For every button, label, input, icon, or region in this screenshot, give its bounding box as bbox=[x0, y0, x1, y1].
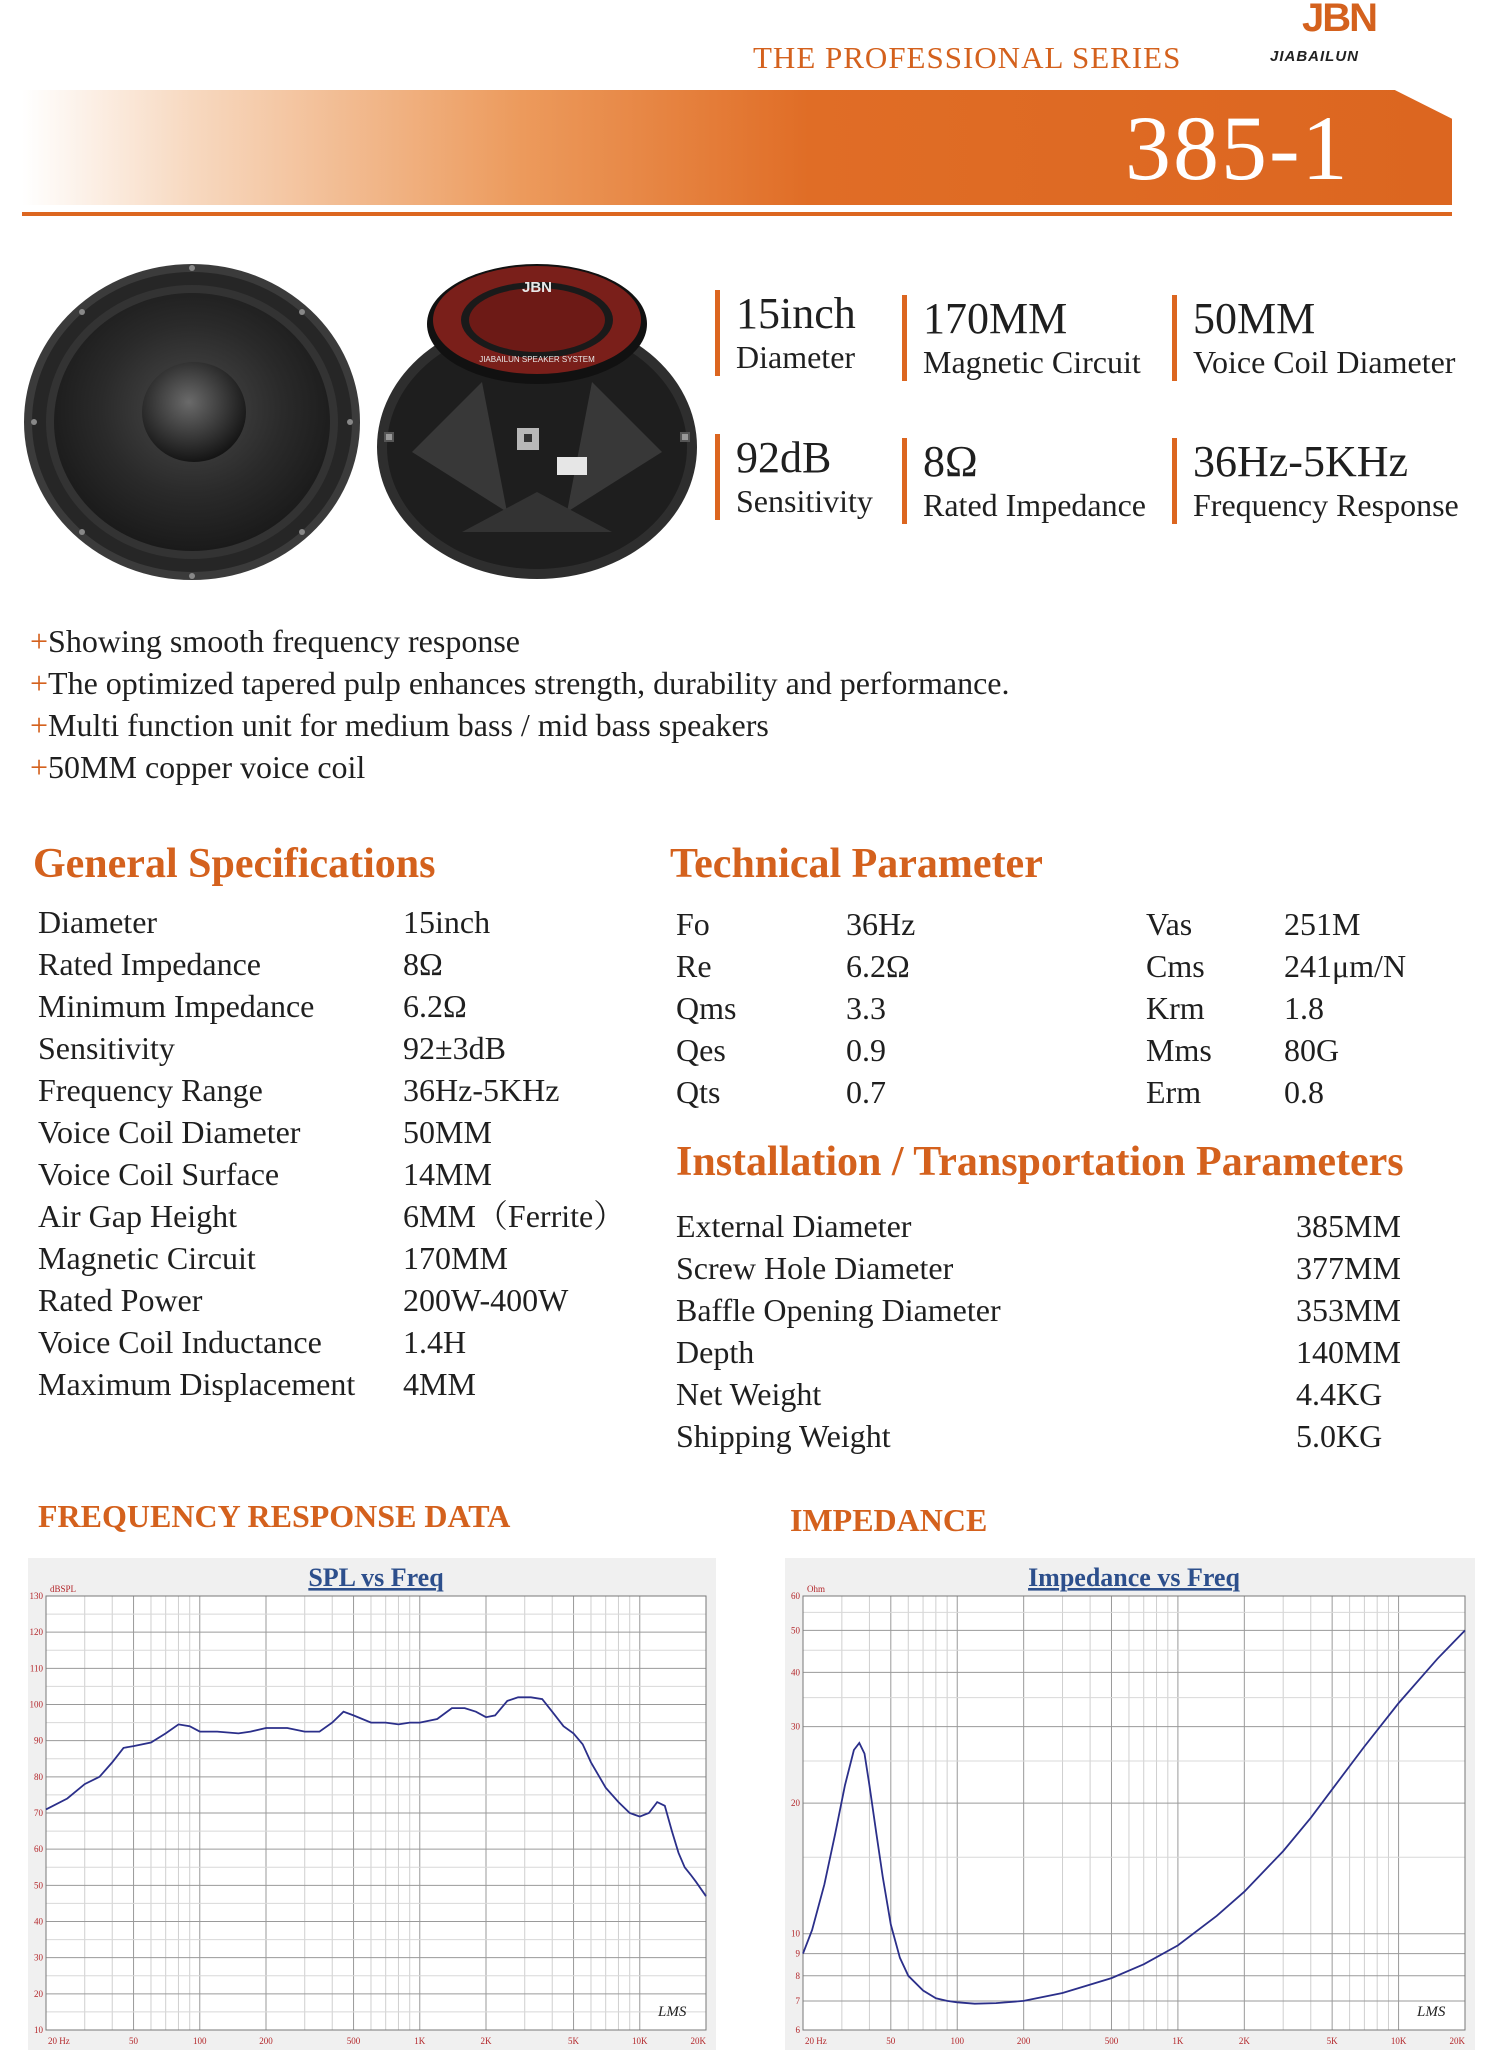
speaker-back-label: JIABAILUN SPEAKER SYSTEM bbox=[479, 355, 595, 364]
param-value: 1.8 bbox=[1284, 990, 1324, 1026]
installation-row bbox=[676, 1205, 1436, 1247]
install-key: Shipping Weight bbox=[676, 1418, 891, 1454]
technical-param-row bbox=[676, 1071, 1476, 1113]
spec-card-voice-coil bbox=[1172, 295, 1455, 381]
general-specs-table bbox=[38, 901, 658, 1405]
spec-card-frequency bbox=[1172, 438, 1459, 524]
x-tick-label: 100 bbox=[193, 2036, 207, 2046]
x-tick-label: 1K bbox=[414, 2036, 426, 2046]
param-key: Erm bbox=[1146, 1074, 1202, 1110]
y-tick-label: 80 bbox=[34, 1771, 43, 1782]
param-key: Mms bbox=[1146, 1032, 1212, 1068]
lms-watermark: LMS bbox=[1417, 2004, 1446, 2020]
install-key: External Diameter bbox=[676, 1208, 912, 1244]
spec-key: Voice Coil Surface bbox=[38, 1156, 280, 1192]
spec-value: 8Ω bbox=[403, 946, 443, 982]
spec-card-value: 8Ω bbox=[923, 437, 978, 486]
y-tick-label: 10 bbox=[34, 2025, 43, 2035]
x-tick-label: 100 bbox=[950, 2036, 964, 2046]
speaker-back-image bbox=[372, 262, 702, 582]
param-value: 0.7 bbox=[846, 1074, 886, 1110]
spec-value: 36Hz-5KHz bbox=[403, 1072, 560, 1108]
spec-key: Minimum Impedance bbox=[38, 988, 315, 1024]
brand-logo bbox=[1270, 0, 1430, 66]
y-tick-label: 50 bbox=[34, 1880, 43, 1891]
general-spec-row bbox=[38, 1279, 658, 1321]
feature-item: +Multi function unit for medium bass / mid bass speakers bbox=[30, 707, 769, 743]
param-key: Fo bbox=[676, 906, 710, 942]
feature-list bbox=[30, 620, 1009, 788]
spec-card-label: Voice Coil Diameter bbox=[1193, 344, 1456, 380]
spec-key: Rated Power bbox=[38, 1282, 203, 1318]
param-value: 80G bbox=[1284, 1032, 1340, 1068]
install-value: 4.4KG bbox=[1296, 1376, 1383, 1412]
technical-param-row bbox=[676, 987, 1476, 1029]
y-axis-label: dBSPL bbox=[50, 1584, 77, 1594]
installation-heading: Installation / Transportation Parameters bbox=[676, 1139, 1404, 1185]
installation-row bbox=[676, 1373, 1436, 1415]
x-tick-label: 20K bbox=[1449, 2036, 1465, 2046]
y-tick-label: 70 bbox=[34, 1808, 43, 1818]
general-spec-row bbox=[38, 1321, 658, 1363]
spec-value: 6MM（Ferrite） bbox=[403, 1198, 626, 1234]
install-value: 377MM bbox=[1296, 1250, 1401, 1286]
x-tick-label: 500 bbox=[346, 2036, 361, 2046]
spec-card-value: 36Hz-5KHz bbox=[1193, 437, 1409, 486]
spec-key: Voice Coil Inductance bbox=[38, 1324, 322, 1360]
lms-watermark: LMS bbox=[658, 2004, 687, 2020]
param-key: Krm bbox=[1146, 990, 1205, 1026]
series-title: THE PROFESSIONAL SERIES bbox=[753, 40, 1182, 75]
technical-param-row bbox=[676, 903, 1476, 945]
x-tick-label: 2K bbox=[480, 2036, 492, 2046]
install-key: Screw Hole Diameter bbox=[676, 1250, 954, 1286]
y-axis-label: Ohm bbox=[807, 1584, 825, 1594]
y-tick-label: 10 bbox=[791, 1928, 800, 1939]
y-tick-label: 30 bbox=[791, 1721, 800, 1732]
technical-param-row bbox=[676, 1029, 1476, 1071]
param-key: Re bbox=[676, 948, 712, 984]
impedance-vs-freq-chart bbox=[785, 1558, 1475, 2050]
x-tick-label: 20K bbox=[690, 2036, 706, 2046]
x-tick-label: 10K bbox=[1390, 2036, 1407, 2046]
spec-key: Frequency Range bbox=[38, 1072, 263, 1108]
x-tick-label: 200 bbox=[1016, 2036, 1031, 2046]
spec-value: 4MM bbox=[403, 1366, 476, 1402]
spec-value: 6.2Ω bbox=[403, 988, 467, 1024]
install-key: Baffle Opening Diameter bbox=[676, 1292, 1001, 1328]
install-value: 353MM bbox=[1296, 1292, 1401, 1328]
spec-card-value: 170MM bbox=[923, 294, 1068, 343]
spec-card-label: Sensitivity bbox=[736, 483, 873, 519]
y-tick-label: 8 bbox=[795, 1970, 800, 1981]
spl-vs-freq-chart bbox=[28, 1558, 716, 2050]
spec-key: Maximum Displacement bbox=[38, 1366, 356, 1402]
model-number: 385-1 bbox=[1125, 97, 1350, 199]
y-tick-label: 20 bbox=[34, 1988, 43, 1999]
spec-card-sensitivity bbox=[715, 434, 873, 520]
y-tick-label: 30 bbox=[34, 1952, 43, 1963]
param-key: Vas bbox=[1146, 906, 1193, 942]
param-value: 0.9 bbox=[846, 1032, 886, 1068]
feature-item: +The optimized tapered pulp enhances strength, durability and performance. bbox=[30, 665, 1010, 701]
technical-parameter-table bbox=[676, 903, 1476, 1113]
installation-row bbox=[676, 1247, 1436, 1289]
spec-key: Diameter bbox=[38, 904, 158, 940]
speaker-front-logo: JBN bbox=[521, 279, 553, 296]
x-tick-label: 50 bbox=[886, 2036, 896, 2046]
spec-key: Magnetic Circuit bbox=[38, 1240, 256, 1276]
x-tick-label: 50 bbox=[129, 2036, 139, 2046]
logo-mark: JBN bbox=[1302, 0, 1377, 40]
x-tick-label: 500 bbox=[1104, 2036, 1119, 2046]
installation-row bbox=[676, 1289, 1436, 1331]
spec-card-value: 50MM bbox=[1193, 294, 1316, 343]
general-spec-row bbox=[38, 1363, 658, 1405]
y-tick-label: 20 bbox=[791, 1798, 800, 1809]
banner-underline bbox=[22, 212, 1452, 216]
general-spec-row bbox=[38, 1111, 658, 1153]
spec-key: Voice Coil Diameter bbox=[38, 1114, 301, 1150]
general-spec-row bbox=[38, 1027, 658, 1069]
general-spec-row bbox=[38, 1195, 658, 1237]
frequency-response-heading: FREQUENCY RESPONSE DATA bbox=[38, 1498, 511, 1534]
y-tick-label: 9 bbox=[795, 1948, 800, 1959]
y-tick-label: 130 bbox=[29, 1591, 43, 1601]
spec-card-magnetic-circuit bbox=[902, 295, 1141, 381]
install-value: 385MM bbox=[1296, 1208, 1401, 1244]
install-key: Depth bbox=[676, 1334, 755, 1370]
spec-value: 1.4H bbox=[403, 1324, 467, 1360]
spec-card-label: Rated Impedance bbox=[923, 487, 1146, 523]
spec-key: Air Gap Height bbox=[38, 1198, 238, 1234]
x-tick-label: 5K bbox=[568, 2036, 580, 2046]
param-value: 241μm/N bbox=[1284, 948, 1407, 984]
y-tick-label: 50 bbox=[791, 1625, 800, 1636]
spec-value: 200W-400W bbox=[403, 1282, 569, 1318]
y-tick-label: 100 bbox=[29, 1699, 43, 1710]
spec-card-impedance bbox=[902, 438, 1146, 524]
chart-title: SPL vs Freq bbox=[308, 1563, 444, 1592]
chart-title: Impedance vs Freq bbox=[1028, 1563, 1240, 1592]
technical-param-row bbox=[676, 945, 1476, 987]
general-spec-row bbox=[38, 943, 658, 985]
y-tick-label: 7 bbox=[795, 1995, 800, 2006]
general-spec-row bbox=[38, 901, 658, 943]
x-tick-label: 20 Hz bbox=[48, 2036, 70, 2046]
spec-card-value: 15inch bbox=[736, 289, 856, 338]
x-tick-label: 1K bbox=[1172, 2036, 1184, 2046]
param-key: Cms bbox=[1146, 948, 1205, 984]
general-spec-row bbox=[38, 1069, 658, 1111]
speaker-front-image bbox=[22, 262, 362, 582]
param-value: 251M bbox=[1284, 906, 1361, 942]
param-key: Qms bbox=[676, 990, 737, 1026]
x-tick-label: 10K bbox=[632, 2036, 648, 2046]
y-tick-label: 6 bbox=[795, 2025, 800, 2035]
install-value: 5.0KG bbox=[1296, 1418, 1383, 1454]
spec-card-label: Magnetic Circuit bbox=[923, 344, 1141, 380]
param-key: Qes bbox=[676, 1032, 726, 1068]
installation-table bbox=[676, 1205, 1436, 1457]
x-tick-label: 200 bbox=[259, 2036, 273, 2046]
y-tick-label: 110 bbox=[29, 1663, 43, 1674]
feature-item: +50MM copper voice coil bbox=[30, 749, 366, 785]
installation-row bbox=[676, 1331, 1436, 1373]
param-value: 36Hz bbox=[846, 906, 916, 942]
x-tick-label: 5K bbox=[1326, 2036, 1338, 2046]
technical-parameter-heading: Technical Parameter bbox=[670, 841, 1043, 887]
general-spec-row bbox=[38, 1237, 658, 1279]
y-tick-label: 40 bbox=[34, 1916, 43, 1927]
y-tick-label: 60 bbox=[791, 1591, 800, 1601]
spec-value: 170MM bbox=[403, 1240, 508, 1276]
general-specs-heading: General Specifications bbox=[33, 841, 436, 887]
spec-key: Sensitivity bbox=[38, 1030, 175, 1066]
spec-card-label: Diameter bbox=[736, 339, 856, 375]
spec-card-value: 92dB bbox=[736, 433, 832, 482]
x-tick-label: 2K bbox=[1238, 2036, 1250, 2046]
spec-value: 15inch bbox=[403, 904, 491, 940]
logo-wordmark: JIABAILUN bbox=[1270, 48, 1360, 65]
spec-card-label: Frequency Response bbox=[1193, 487, 1459, 523]
y-tick-label: 40 bbox=[791, 1667, 800, 1678]
spec-value: 50MM bbox=[403, 1114, 492, 1150]
general-spec-row bbox=[38, 985, 658, 1027]
param-value: 3.3 bbox=[846, 990, 886, 1026]
install-value: 140MM bbox=[1296, 1334, 1401, 1370]
spec-value: 14MM bbox=[403, 1156, 492, 1192]
y-tick-label: 120 bbox=[29, 1627, 43, 1638]
spec-card-diameter bbox=[715, 290, 856, 376]
y-tick-label: 60 bbox=[34, 1844, 43, 1855]
param-key: Qts bbox=[676, 1074, 721, 1110]
x-tick-label: 20 Hz bbox=[805, 2036, 827, 2046]
y-tick-label: 90 bbox=[34, 1735, 43, 1746]
feature-item: +Showing smooth frequency response bbox=[30, 623, 520, 659]
general-spec-row bbox=[38, 1153, 658, 1195]
spec-value: 92±3dB bbox=[403, 1030, 506, 1066]
installation-row bbox=[676, 1415, 1436, 1457]
impedance-heading: IMPEDANCE bbox=[790, 1502, 988, 1538]
param-value: 0.8 bbox=[1284, 1074, 1324, 1110]
install-key: Net Weight bbox=[676, 1376, 822, 1412]
spec-key: Rated Impedance bbox=[38, 946, 261, 982]
param-value: 6.2Ω bbox=[846, 948, 910, 984]
